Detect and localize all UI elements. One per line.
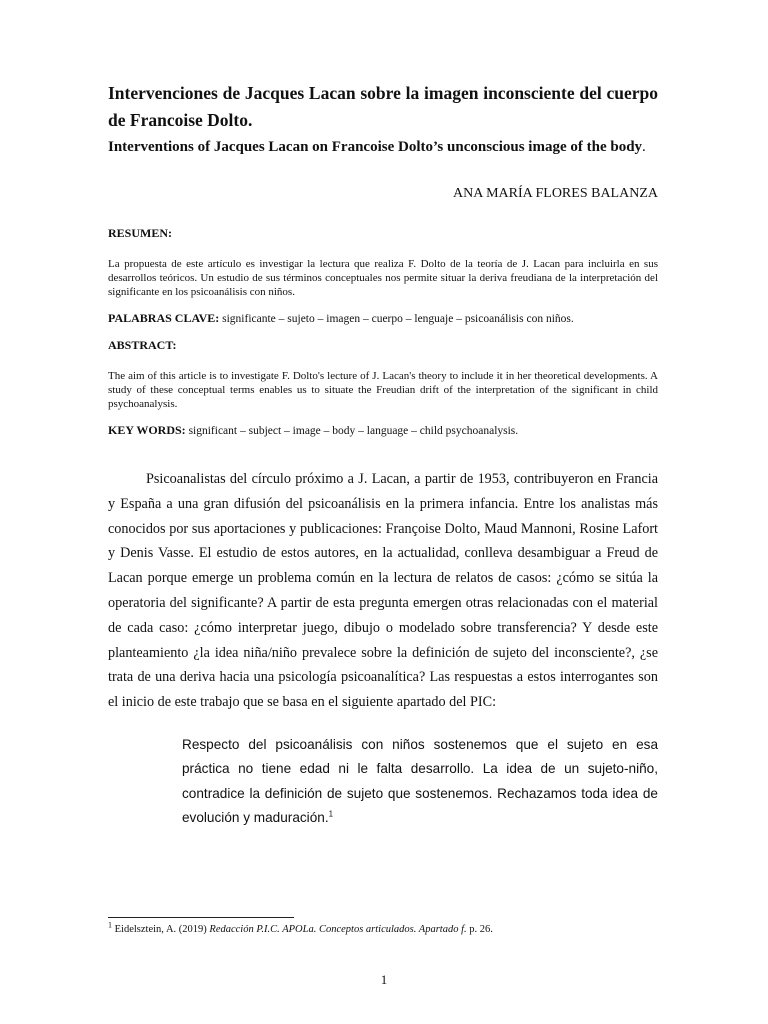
key-words-text: significant – subject – image – body – language – child psychoanalysis. xyxy=(185,425,519,437)
palabras-clave-text: significante – sujeto – imagen – cuerpo – lenguaje – psicoanálisis con niños. xyxy=(219,313,574,325)
footnote xyxy=(108,920,493,937)
title-english xyxy=(108,134,658,160)
block-quote-text: Respecto del psicoanálisis con niños sostenemos que el sujeto en esa práctica no tiene edad ni le falta desarrollo. La idea de un sujeto-niño, contradice la definición de sujeto que sostenemos. Rechazamos toda idea de evolución y maduración. xyxy=(182,736,658,826)
abstract-text: The aim of this article is to investigate F. Dolto's lecture of J. Lacan's theory to include it in her theoretical developments. A study of these conceptual terms enables us to situate the Freudian drift of the interpretation of the significant in child psychoanalysis. xyxy=(108,370,658,410)
title-spanish: Intervenciones de Jacques Lacan sobre la imagen inconsciente del cuerpo de Francoise Dolto. xyxy=(108,83,658,130)
footnote-suffix: p. 26. xyxy=(466,924,493,935)
key-words-label: KEY WORDS: xyxy=(108,423,186,437)
footnote-prefix: Eidelsztein, A. (2019) xyxy=(112,924,210,935)
author-name: ANA MARÍA FLORES BALANZA xyxy=(453,186,658,201)
palabras-clave-label: PALABRAS CLAVE: xyxy=(108,311,220,325)
article-page xyxy=(108,80,658,831)
footnote-reference: 1 xyxy=(328,809,334,819)
title-english-period: . xyxy=(642,139,646,155)
resumen-heading: RESUMEN: xyxy=(108,226,173,240)
resumen-text: La propuesta de este artículo es investigar la lectura que realiza F. Dolto de la teoría de J. Lacan para incluirla en sus desarrollos teóricos. Un estudio de sus términos conceptuales nos permite situar la deriva freudiana de la interpretación del significante en los psicoanálisis con niños. xyxy=(108,258,658,298)
title-english-text: Interventions of Jacques Lacan on Francoise Dolto’s unconscious image of the body xyxy=(108,139,643,155)
palabras-clave xyxy=(108,311,658,326)
block-quote xyxy=(182,733,658,831)
footnote-title: Redacción P.I.C. APOLa. Conceptos articulados. Apartado f. xyxy=(209,924,467,935)
footnote-divider xyxy=(108,917,294,918)
page-number: 1 xyxy=(380,972,388,987)
footnote-marker: 1 xyxy=(108,920,112,930)
key-words xyxy=(108,423,658,438)
body-paragraph: Psicoanalistas del círculo próximo a J. Lacan, a partir de 1953, contribuyeron en Francia y España a una gran difusión del psicoanálisis en la primera infancia. Entre los analistas más conocidos por sus aportaciones y publicaciones: Françoise Dolto, Maud Mannoni, Rosine Lafort y Denis Vasse. El estudio de estos autores, en la actualidad, conlleva desambiguar a Freud de Lacan porque emerge un problema común en la lectura de relatos de casos: ¿cómo se sitúa la operatoria del significante? A partir de esta pregunta emergen otras relacionadas con el material de cada caso: ¿cómo interpretar juego, dibujo o modelado sobre transferencia? Y desde este planteamiento ¿la idea niña/niño prevalece sobre la definición de sujeto del inconsciente?, ¿se trata de una deriva hacia una psicología psicoanalítica? Las respuestas a estos interrogantes son el inicio de este trabajo que se basa en el siguiente apartado del PIC: xyxy=(108,471,658,711)
abstract-heading: ABSTRACT: xyxy=(108,338,177,352)
